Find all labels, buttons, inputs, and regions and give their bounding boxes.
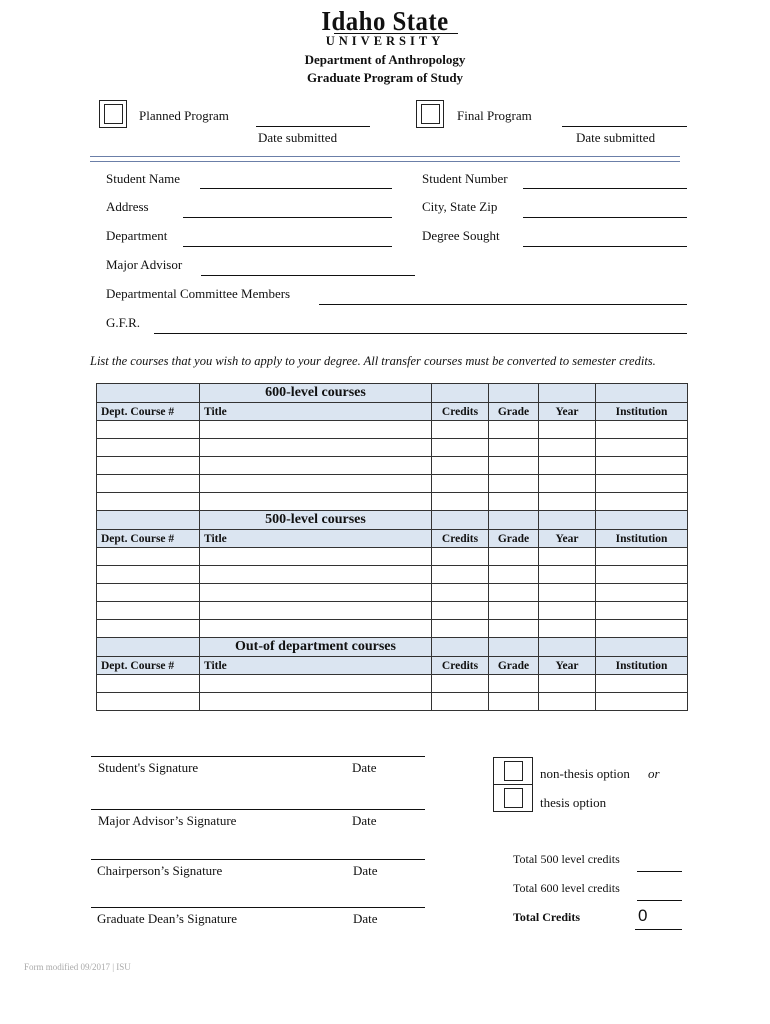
table-cell[interactable] [596, 548, 688, 566]
planned-date-label: Date submitted [258, 130, 338, 145]
section-title-row [97, 384, 688, 403]
table-cell[interactable] [97, 439, 200, 457]
form-footer: Form modified 09/2017 | ISU [24, 962, 131, 972]
table-cell[interactable] [539, 548, 596, 566]
table-cell[interactable] [539, 584, 596, 602]
courses-table [96, 383, 688, 711]
non-thesis-label: non-thesis option [540, 766, 630, 781]
table-cell[interactable] [539, 457, 596, 475]
table-cell[interactable] [489, 620, 539, 638]
advisor-signature-line[interactable] [91, 809, 425, 810]
table-cell[interactable] [489, 584, 539, 602]
student-number-label: Student Number [422, 171, 508, 186]
column-header: Credits [432, 403, 489, 421]
table-cell[interactable] [97, 584, 200, 602]
table-cell[interactable] [596, 620, 688, 638]
city-state-zip-field[interactable] [523, 217, 687, 218]
table-cell[interactable] [200, 584, 432, 602]
table-cell[interactable] [539, 602, 596, 620]
major-advisor-field[interactable] [201, 275, 415, 276]
column-header: Dept. Course # [97, 403, 200, 421]
column-header-row [97, 403, 688, 421]
column-header: Title [200, 530, 432, 548]
table-row [97, 620, 688, 638]
table-row [97, 693, 688, 711]
logo-subtitle: UNIVERSITY [325, 34, 445, 48]
table-cell[interactable] [200, 548, 432, 566]
dean-date-label: Date [353, 911, 378, 926]
section-title: 600-level courses [200, 384, 432, 403]
column-header: Year [539, 530, 596, 548]
table-cell[interactable] [489, 602, 539, 620]
table-cell[interactable] [432, 421, 489, 439]
table-row [97, 439, 688, 457]
thesis-checkbox[interactable] [493, 784, 533, 812]
table-cell[interactable] [596, 457, 688, 475]
chair-signature-line[interactable] [91, 859, 425, 860]
table-row [97, 475, 688, 493]
program-title: Graduate Program of Study [306, 70, 464, 85]
final-program-label: Final Program [457, 108, 532, 123]
planned-program-checkbox[interactable] [99, 100, 127, 128]
final-program-checkbox[interactable] [416, 100, 444, 128]
gfr-field[interactable] [154, 333, 687, 334]
city-state-zip-label: City, State Zip [422, 199, 498, 214]
table-cell[interactable] [200, 439, 432, 457]
total-500-field[interactable] [637, 871, 682, 872]
table-row [97, 566, 688, 584]
major-advisor-label: Major Advisor [106, 257, 183, 272]
column-header: Institution [596, 403, 688, 421]
table-cell[interactable] [97, 602, 200, 620]
section-title-row [97, 511, 688, 530]
final-date-label: Date submitted [576, 130, 656, 145]
table-cell[interactable] [200, 493, 432, 511]
table-cell[interactable] [97, 548, 200, 566]
total-credits-field[interactable] [635, 929, 682, 930]
advisor-date-label: Date [352, 813, 377, 828]
department-title: Department of Anthropology [304, 52, 466, 67]
table-cell[interactable] [489, 439, 539, 457]
table-cell[interactable] [539, 620, 596, 638]
chair-signature-label: Chairperson’s Signature [97, 863, 223, 878]
table-cell[interactable] [432, 548, 489, 566]
column-header: Grade [489, 657, 539, 675]
table-cell[interactable] [539, 439, 596, 457]
table-row [97, 548, 688, 566]
planned-program-label: Planned Program [139, 108, 229, 123]
column-header: Year [539, 657, 596, 675]
student-name-label: Student Name [106, 171, 181, 186]
table-cell[interactable] [489, 566, 539, 584]
table-cell[interactable] [596, 693, 688, 711]
column-header: Institution [596, 530, 688, 548]
column-header-row [97, 530, 688, 548]
table-cell[interactable] [97, 457, 200, 475]
degree-sought-label: Degree Sought [422, 228, 500, 243]
address-label: Address [106, 199, 149, 214]
student-signature-label: Student's Signature [98, 760, 199, 775]
column-header: Year [539, 403, 596, 421]
instructions-text: List the courses that you wish to apply to your degree. All transfer courses must be converted to semester credits. [90, 354, 656, 368]
dean-signature-line[interactable] [91, 907, 425, 908]
table-cell[interactable] [200, 602, 432, 620]
table-cell[interactable] [432, 620, 489, 638]
table-cell[interactable] [97, 475, 200, 493]
table-cell[interactable] [596, 675, 688, 693]
table-cell[interactable] [200, 475, 432, 493]
table-row [97, 584, 688, 602]
column-header: Dept. Course # [97, 657, 200, 675]
table-cell[interactable] [596, 421, 688, 439]
table-cell[interactable] [200, 457, 432, 475]
table-cell[interactable] [432, 602, 489, 620]
section-divider [90, 156, 680, 162]
table-cell[interactable] [539, 421, 596, 439]
column-header-row [97, 657, 688, 675]
table-row [97, 457, 688, 475]
column-header: Credits [432, 657, 489, 675]
table-cell[interactable] [539, 475, 596, 493]
table-cell[interactable] [489, 475, 539, 493]
column-header: Title [200, 657, 432, 675]
degree-sought-field[interactable] [523, 246, 687, 247]
student-name-field[interactable] [200, 188, 392, 189]
final-date-line[interactable] [562, 126, 687, 127]
section-title: Out-of department courses [200, 638, 432, 657]
total-credits-label: Total Credits [513, 910, 581, 924]
table-cell[interactable] [596, 475, 688, 493]
committee-members-label: Departmental Committee Members [106, 286, 291, 301]
table-cell[interactable] [596, 602, 688, 620]
chair-date-label: Date [353, 863, 378, 878]
table-cell[interactable] [489, 493, 539, 511]
table-cell[interactable] [200, 693, 432, 711]
table-cell[interactable] [489, 675, 539, 693]
section-title-row [97, 638, 688, 657]
column-header: Title [200, 403, 432, 421]
non-thesis-checkbox[interactable] [493, 757, 533, 785]
table-cell[interactable] [200, 421, 432, 439]
column-header: Credits [432, 530, 489, 548]
table-cell[interactable] [97, 493, 200, 511]
table-cell[interactable] [539, 693, 596, 711]
table-cell[interactable] [97, 421, 200, 439]
table-cell[interactable] [97, 566, 200, 584]
column-header: Grade [489, 530, 539, 548]
table-cell[interactable] [200, 566, 432, 584]
or-label: or [648, 766, 660, 781]
total-500-label: Total 500 level credits [513, 852, 620, 866]
column-header: Institution [596, 657, 688, 675]
table-row [97, 421, 688, 439]
table-cell[interactable] [200, 620, 432, 638]
table-cell[interactable] [432, 675, 489, 693]
total-600-field[interactable] [637, 900, 682, 901]
table-cell[interactable] [200, 675, 432, 693]
table-cell[interactable] [432, 457, 489, 475]
table-cell[interactable] [432, 493, 489, 511]
thesis-label: thesis option [540, 795, 607, 810]
table-cell[interactable] [489, 421, 539, 439]
table-cell[interactable] [489, 548, 539, 566]
table-cell[interactable] [432, 475, 489, 493]
logo-title: Idaho State [321, 6, 449, 36]
column-header: Grade [489, 403, 539, 421]
committee-members-field[interactable] [319, 304, 687, 305]
advisor-signature-label: Major Advisor’s Signature [98, 813, 237, 828]
column-header: Dept. Course # [97, 530, 200, 548]
department-field[interactable] [183, 246, 392, 247]
table-cell[interactable] [489, 693, 539, 711]
table-cell[interactable] [432, 584, 489, 602]
table-row [97, 675, 688, 693]
table-cell[interactable] [539, 566, 596, 584]
student-number-field[interactable] [523, 188, 687, 189]
table-cell[interactable] [596, 584, 688, 602]
table-cell[interactable] [432, 439, 489, 457]
department-label: Department [106, 228, 168, 243]
table-cell[interactable] [596, 566, 688, 584]
table-cell[interactable] [97, 620, 200, 638]
section-title: 500-level courses [200, 511, 432, 530]
table-cell[interactable] [432, 693, 489, 711]
table-cell[interactable] [489, 457, 539, 475]
student-signature-line[interactable] [91, 756, 425, 757]
table-cell[interactable] [97, 693, 200, 711]
table-cell[interactable] [596, 493, 688, 511]
total-600-label: Total 600 level credits [513, 881, 620, 895]
address-field[interactable] [183, 217, 392, 218]
table-cell[interactable] [539, 493, 596, 511]
table-cell[interactable] [596, 439, 688, 457]
planned-date-line[interactable] [256, 126, 370, 127]
table-cell[interactable] [97, 675, 200, 693]
gfr-label: G.F.R. [106, 315, 140, 330]
table-cell[interactable] [539, 675, 596, 693]
table-row [97, 493, 688, 511]
dean-signature-label: Graduate Dean’s Signature [97, 911, 238, 926]
table-row [97, 602, 688, 620]
table-cell[interactable] [432, 566, 489, 584]
student-date-label: Date [352, 760, 377, 775]
total-credits-value: 0 [638, 906, 648, 925]
